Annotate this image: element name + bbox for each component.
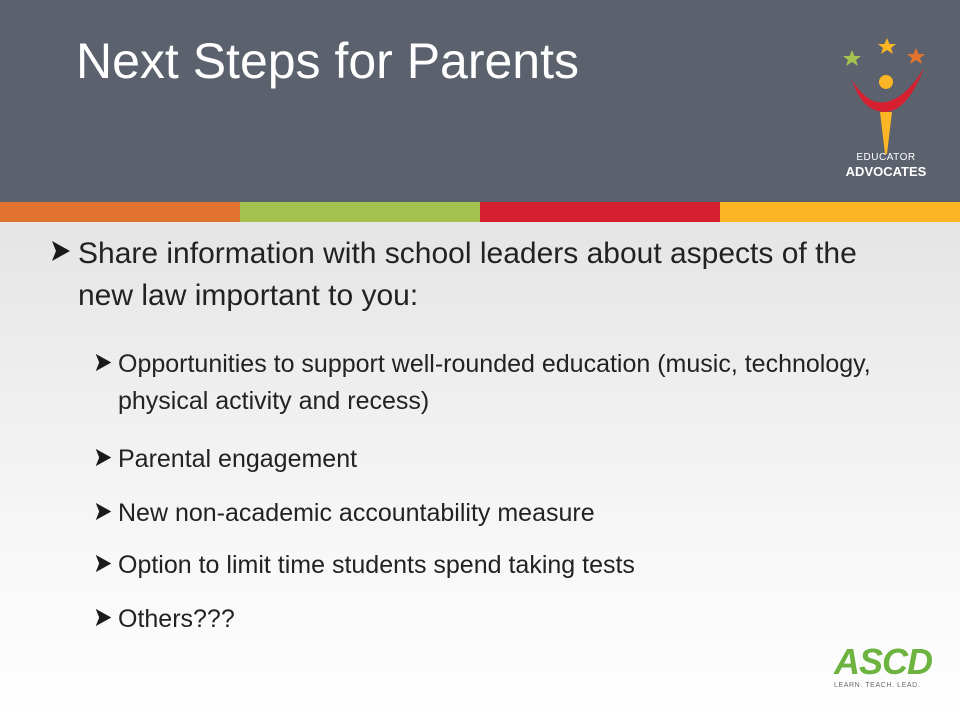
sub-bullet <box>94 601 874 638</box>
sub-bullet <box>94 441 874 478</box>
educator-advocates-line2: ADVOCATES <box>845 164 927 179</box>
slide-title: Next Steps for Parents <box>76 33 580 89</box>
main-bullet-text: Share information with school leaders about aspects of the new law important to you: <box>78 237 857 312</box>
arrowhead-bullet-icon <box>94 501 118 522</box>
sub-bullet <box>94 547 874 584</box>
sub-bullet <box>94 346 874 420</box>
educator-advocates-line1: EDUCATOR <box>856 152 916 163</box>
sub-bullet-text: Parental engagement <box>118 445 358 473</box>
main-bullet <box>50 233 870 317</box>
ascd-logo-tagline: LEARN. TEACH. LEAD. <box>834 682 921 689</box>
arrowhead-bullet-icon <box>94 553 118 574</box>
sub-bullet-text: New non-academic accountability measure <box>118 499 595 527</box>
arrowhead-bullet-icon <box>94 447 118 468</box>
sub-bullet-text: Option to limit time students spend taking tests <box>118 551 635 579</box>
ascd-logo <box>834 641 933 689</box>
arrowhead-bullet-icon <box>94 352 118 373</box>
arrowhead-bullet-icon <box>50 239 78 263</box>
sub-bullet-text: Opportunities to support well-rounded education (music, technology, physical activity and recess) <box>118 350 871 415</box>
arrowhead-bullet-icon <box>94 607 118 628</box>
sub-bullet-text: Others??? <box>118 605 235 633</box>
sub-bullet <box>94 495 874 532</box>
ascd-logo-word: ASCD <box>834 641 933 682</box>
